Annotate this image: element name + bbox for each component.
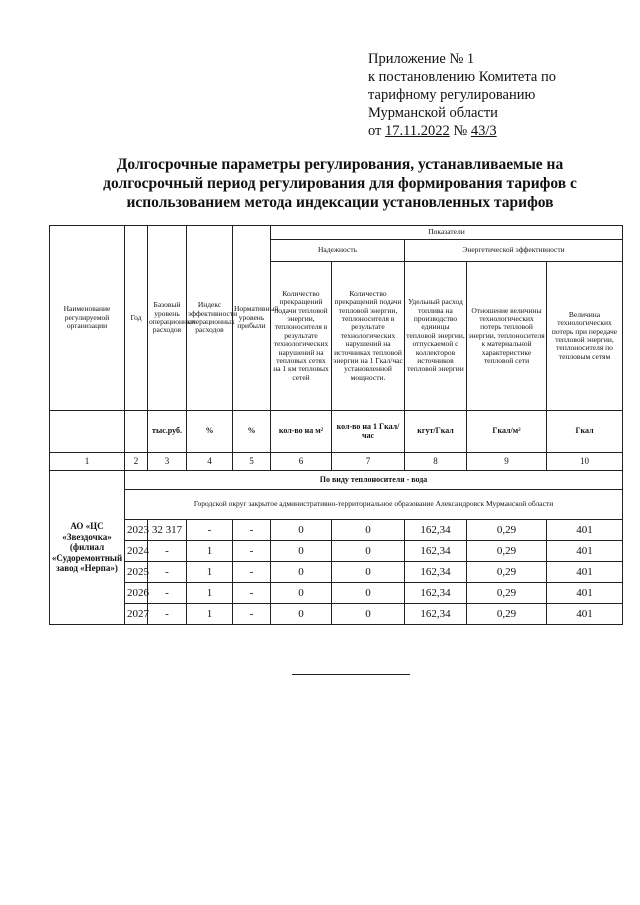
col10-cell: 401 xyxy=(547,541,623,562)
organization-name: АО «ЦС «Звездочка» (филиал «Судоремонтный завод «Нерпа») xyxy=(50,471,125,625)
header-col-7: Количество прекращений подачи тепловой энергии, теплоносителя в результате технологических нарушений на источниках тепловой энергии на 1 Гкал/час установленной мощности. xyxy=(332,262,405,411)
header-row xyxy=(50,226,623,240)
parameters-table xyxy=(49,225,623,625)
column-number: 2 xyxy=(125,453,148,471)
header-indicators: Показатели xyxy=(271,226,623,240)
unit-cell: % xyxy=(233,411,271,453)
appendix-title: Приложение № 1 xyxy=(368,51,475,67)
table-row xyxy=(50,583,623,604)
column-numbers-row xyxy=(50,453,623,471)
base-opex-cell: - xyxy=(148,583,187,604)
col8-cell: 162,34 xyxy=(405,520,467,541)
col8-cell: 162,34 xyxy=(405,541,467,562)
year-cell: 2027 xyxy=(125,604,148,625)
appendix-block xyxy=(368,50,556,140)
col10-cell: 401 xyxy=(547,583,623,604)
col7-cell: 0 xyxy=(332,583,405,604)
col9-cell: 0,29 xyxy=(467,520,547,541)
header-efficiency-index: Индекс эффективности операционных расходов xyxy=(187,226,233,411)
column-number: 3 xyxy=(148,453,187,471)
closing-divider xyxy=(292,674,410,675)
unit-cell: кол-во на м² xyxy=(271,411,332,453)
territory-row xyxy=(50,490,623,520)
appendix-line: тарифному регулированию xyxy=(368,87,536,103)
decree-number: 43/3 xyxy=(470,123,497,139)
column-number: 6 xyxy=(271,453,332,471)
unit-cell: Гкал/м² xyxy=(467,411,547,453)
territory-label: Городской округ закрытое административно-территориальное образование Александровск Мурманской области xyxy=(125,490,623,520)
year-cell: 2023 xyxy=(125,520,148,541)
table-row xyxy=(50,604,623,625)
column-number: 10 xyxy=(547,453,623,471)
profit-level-cell: - xyxy=(233,604,271,625)
profit-level-cell: - xyxy=(233,520,271,541)
efficiency-index-cell: 1 xyxy=(187,541,233,562)
col10-cell: 401 xyxy=(547,562,623,583)
table-row xyxy=(50,541,623,562)
units-row xyxy=(50,411,623,453)
appendix-line: к постановлению Комитета по xyxy=(368,69,556,85)
document-title: Долгосрочные параметры регулирования, устанавливаемые на долгосрочный период регулирования для формирования тарифов с использованием метода индексации установленных тарифов xyxy=(103,156,577,211)
col10-cell: 401 xyxy=(547,604,623,625)
header-col-6: Количество прекращений подачи тепловой энергии, теплоносителя в результате технологических нарушений на тепловых сетях на 1 км тепловых сетей xyxy=(271,262,332,411)
unit-cell: кгут/Гкал xyxy=(405,411,467,453)
col7-cell: 0 xyxy=(332,562,405,583)
col7-cell: 0 xyxy=(332,541,405,562)
heat-carrier-row xyxy=(50,471,623,490)
unit-cell: % xyxy=(187,411,233,453)
appendix-line: Мурманской области xyxy=(368,105,498,121)
col8-cell: 162,34 xyxy=(405,562,467,583)
header-col-8: Удельный расход топлива на производство единицы тепловой энергии, отпускаемой с коллекторов источников тепловой энергии xyxy=(405,262,467,411)
column-number: 8 xyxy=(405,453,467,471)
header-base-opex: Базовый уровень операционных расходов xyxy=(148,226,187,411)
col6-cell: 0 xyxy=(271,562,332,583)
header-col-10: Величина технологических потерь при передаче тепловой энергии, теплоносителя по тепловым сетям xyxy=(547,262,623,411)
unit-cell: тыс.руб. xyxy=(148,411,187,453)
col7-cell: 0 xyxy=(332,604,405,625)
col9-cell: 0,29 xyxy=(467,583,547,604)
column-number: 9 xyxy=(467,453,547,471)
header-organization: Наименование регулируемой организации xyxy=(50,226,125,411)
table-row xyxy=(50,520,623,541)
year-cell: 2025 xyxy=(125,562,148,583)
column-number: 1 xyxy=(50,453,125,471)
col8-cell: 162,34 xyxy=(405,604,467,625)
base-opex-cell: - xyxy=(148,541,187,562)
decree-date: 17.11.2022 xyxy=(385,123,450,139)
col10-cell: 401 xyxy=(547,520,623,541)
header-reliability: Надежность xyxy=(271,240,405,262)
column-number: 4 xyxy=(187,453,233,471)
efficiency-index-cell: 1 xyxy=(187,583,233,604)
column-number: 5 xyxy=(233,453,271,471)
efficiency-index-cell: 1 xyxy=(187,562,233,583)
year-cell: 2024 xyxy=(125,541,148,562)
profit-level-cell: - xyxy=(233,541,271,562)
date-prefix: от xyxy=(368,123,382,139)
efficiency-index-cell: 1 xyxy=(187,604,233,625)
unit-cell: кол-во на 1 Гкал/час xyxy=(332,411,405,453)
profit-level-cell: - xyxy=(233,583,271,604)
appendix-date-line xyxy=(368,122,556,140)
number-prefix: № xyxy=(453,123,468,139)
table-row xyxy=(50,562,623,583)
year-cell: 2026 xyxy=(125,583,148,604)
header-energy-efficiency: Энергетической эффективности xyxy=(405,240,623,262)
col6-cell: 0 xyxy=(271,604,332,625)
col7-cell: 0 xyxy=(332,520,405,541)
col8-cell: 162,34 xyxy=(405,583,467,604)
base-opex-cell: 32 317 xyxy=(148,520,187,541)
col9-cell: 0,29 xyxy=(467,604,547,625)
col6-cell: 0 xyxy=(271,520,332,541)
unit-cell: Гкал xyxy=(547,411,623,453)
efficiency-index-cell: - xyxy=(187,520,233,541)
header-profit-level: Нормативный уровень прибыли xyxy=(233,226,271,411)
header-col-9: Отношение величины технологических потерь тепловой энергии, теплоносителя к материальной характеристике тепловой сети xyxy=(467,262,547,411)
col6-cell: 0 xyxy=(271,541,332,562)
col9-cell: 0,29 xyxy=(467,541,547,562)
heat-carrier-label: По виду теплоносителя - вода xyxy=(125,471,623,490)
col6-cell: 0 xyxy=(271,583,332,604)
base-opex-cell: - xyxy=(148,562,187,583)
column-number: 7 xyxy=(332,453,405,471)
header-year: Год xyxy=(125,226,148,411)
base-opex-cell: - xyxy=(148,604,187,625)
col9-cell: 0,29 xyxy=(467,562,547,583)
profit-level-cell: - xyxy=(233,562,271,583)
